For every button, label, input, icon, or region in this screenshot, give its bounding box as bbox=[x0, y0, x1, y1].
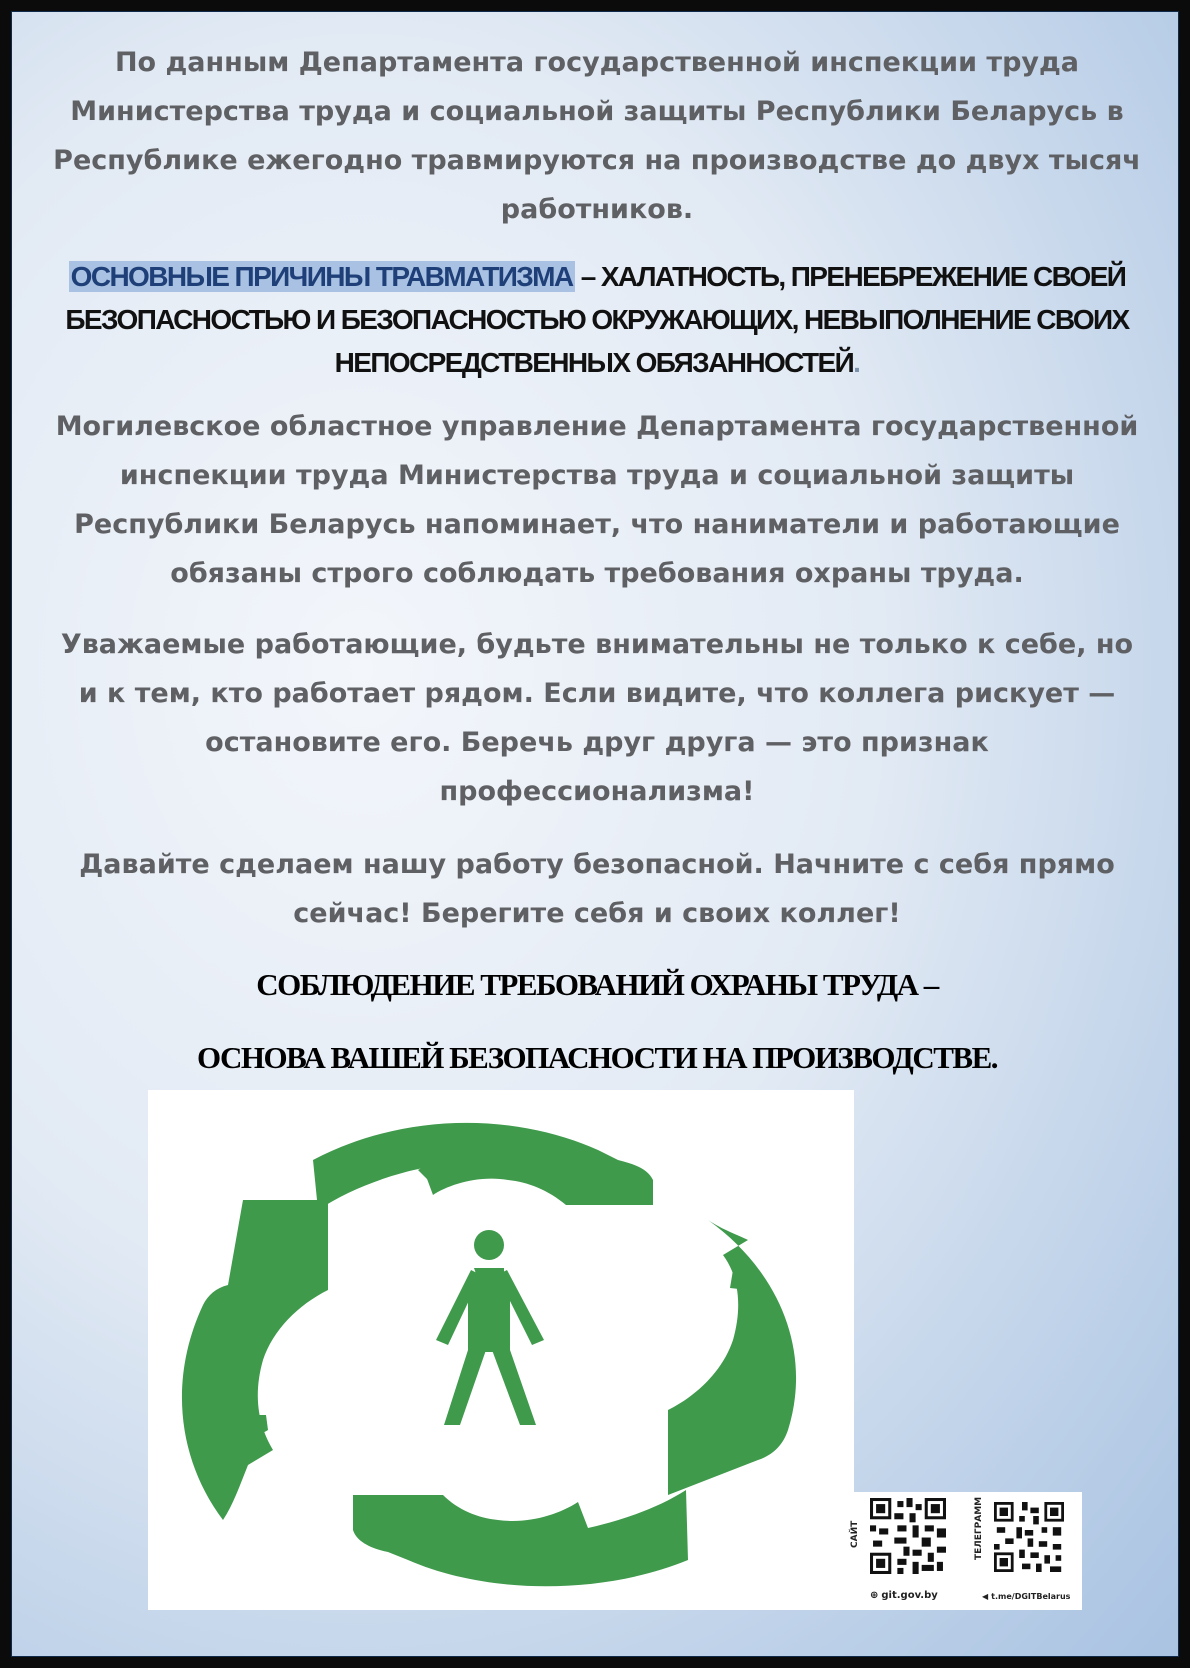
appeal-paragraph: Уважаемые работающие, будьте внимательны не только к себе, но и к тем, кто работает рядом. Если видите, что коллега рискует — остановите его. Беречь друг друга — это признак профессионализма! bbox=[60, 629, 1134, 807]
reminder-paragraph: Могилевское областное управление Департамента государственной инспекции труда Министерства труда и социальной защиты Республики Беларусь напоминает, что наниматели и работающие обязаны строго соблюдать требования охраны труда. bbox=[55, 411, 1139, 589]
slogan-line-2: ОСНОВА ВАШЕЙ БЕЗОПАСНОСТИ НА ПРОИЗВОДСТВЕ. bbox=[196, 1040, 997, 1075]
globe-icon: ⊕ bbox=[870, 1590, 879, 1601]
call-paragraph: Давайте сделаем нашу работу безопасной. Начните с себя прямо сейчас! Берегите себя и своих коллег! bbox=[79, 849, 1115, 929]
site-url[interactable]: ⊕ git.gov.by bbox=[870, 1590, 938, 1601]
causes-text: – ХАЛАТНОСТЬ, ПРЕНЕБРЕЖЕНИЕ СВОЕЙ БЕЗОПАСНОСТЬЮ И БЕЗОПАСНОСТЬЮ ОКРУЖАЮЩИХ, НЕВЫПОЛНЕНИЕ СВОИХ НЕПОСРЕДСТВЕННЫХ ОБЯЗАННОСТЕЙ bbox=[65, 261, 1129, 378]
telegram-qr-code-icon[interactable] bbox=[994, 1502, 1064, 1572]
hands-protecting-person-icon bbox=[148, 1090, 854, 1610]
poster bbox=[11, 11, 1179, 1657]
qr-codes-block bbox=[850, 1492, 1082, 1610]
slogan-line-1: СОБЛЮДЕНИЕ ТРЕБОВАНИЙ ОХРАНЫ ТРУДА – bbox=[256, 967, 938, 1002]
causes-highlight: ОСНОВНЫЕ ПРИЧИНЫ ТРАВМАТИЗМА bbox=[70, 261, 573, 292]
intro-paragraph: По данным Департамента государственной инспекции труда Министерства труда и социальной защиты Республики Беларусь в Республике ежегодно травмируются на производстве до двух тысяч работников. bbox=[53, 47, 1141, 225]
safety-logo bbox=[148, 1090, 854, 1610]
telegram-qr-label: ТЕЛЕГРАММ bbox=[974, 1496, 984, 1560]
telegram-url[interactable]: ◀ t.me/DGITBelarus bbox=[982, 1592, 1071, 1601]
telegram-icon: ◀ bbox=[982, 1592, 989, 1601]
injury-causes-paragraph bbox=[52, 255, 1142, 384]
causes-end: . bbox=[853, 347, 860, 378]
site-qr-label: САЙТ bbox=[850, 1520, 860, 1548]
qr-code-icon[interactable] bbox=[870, 1498, 946, 1574]
